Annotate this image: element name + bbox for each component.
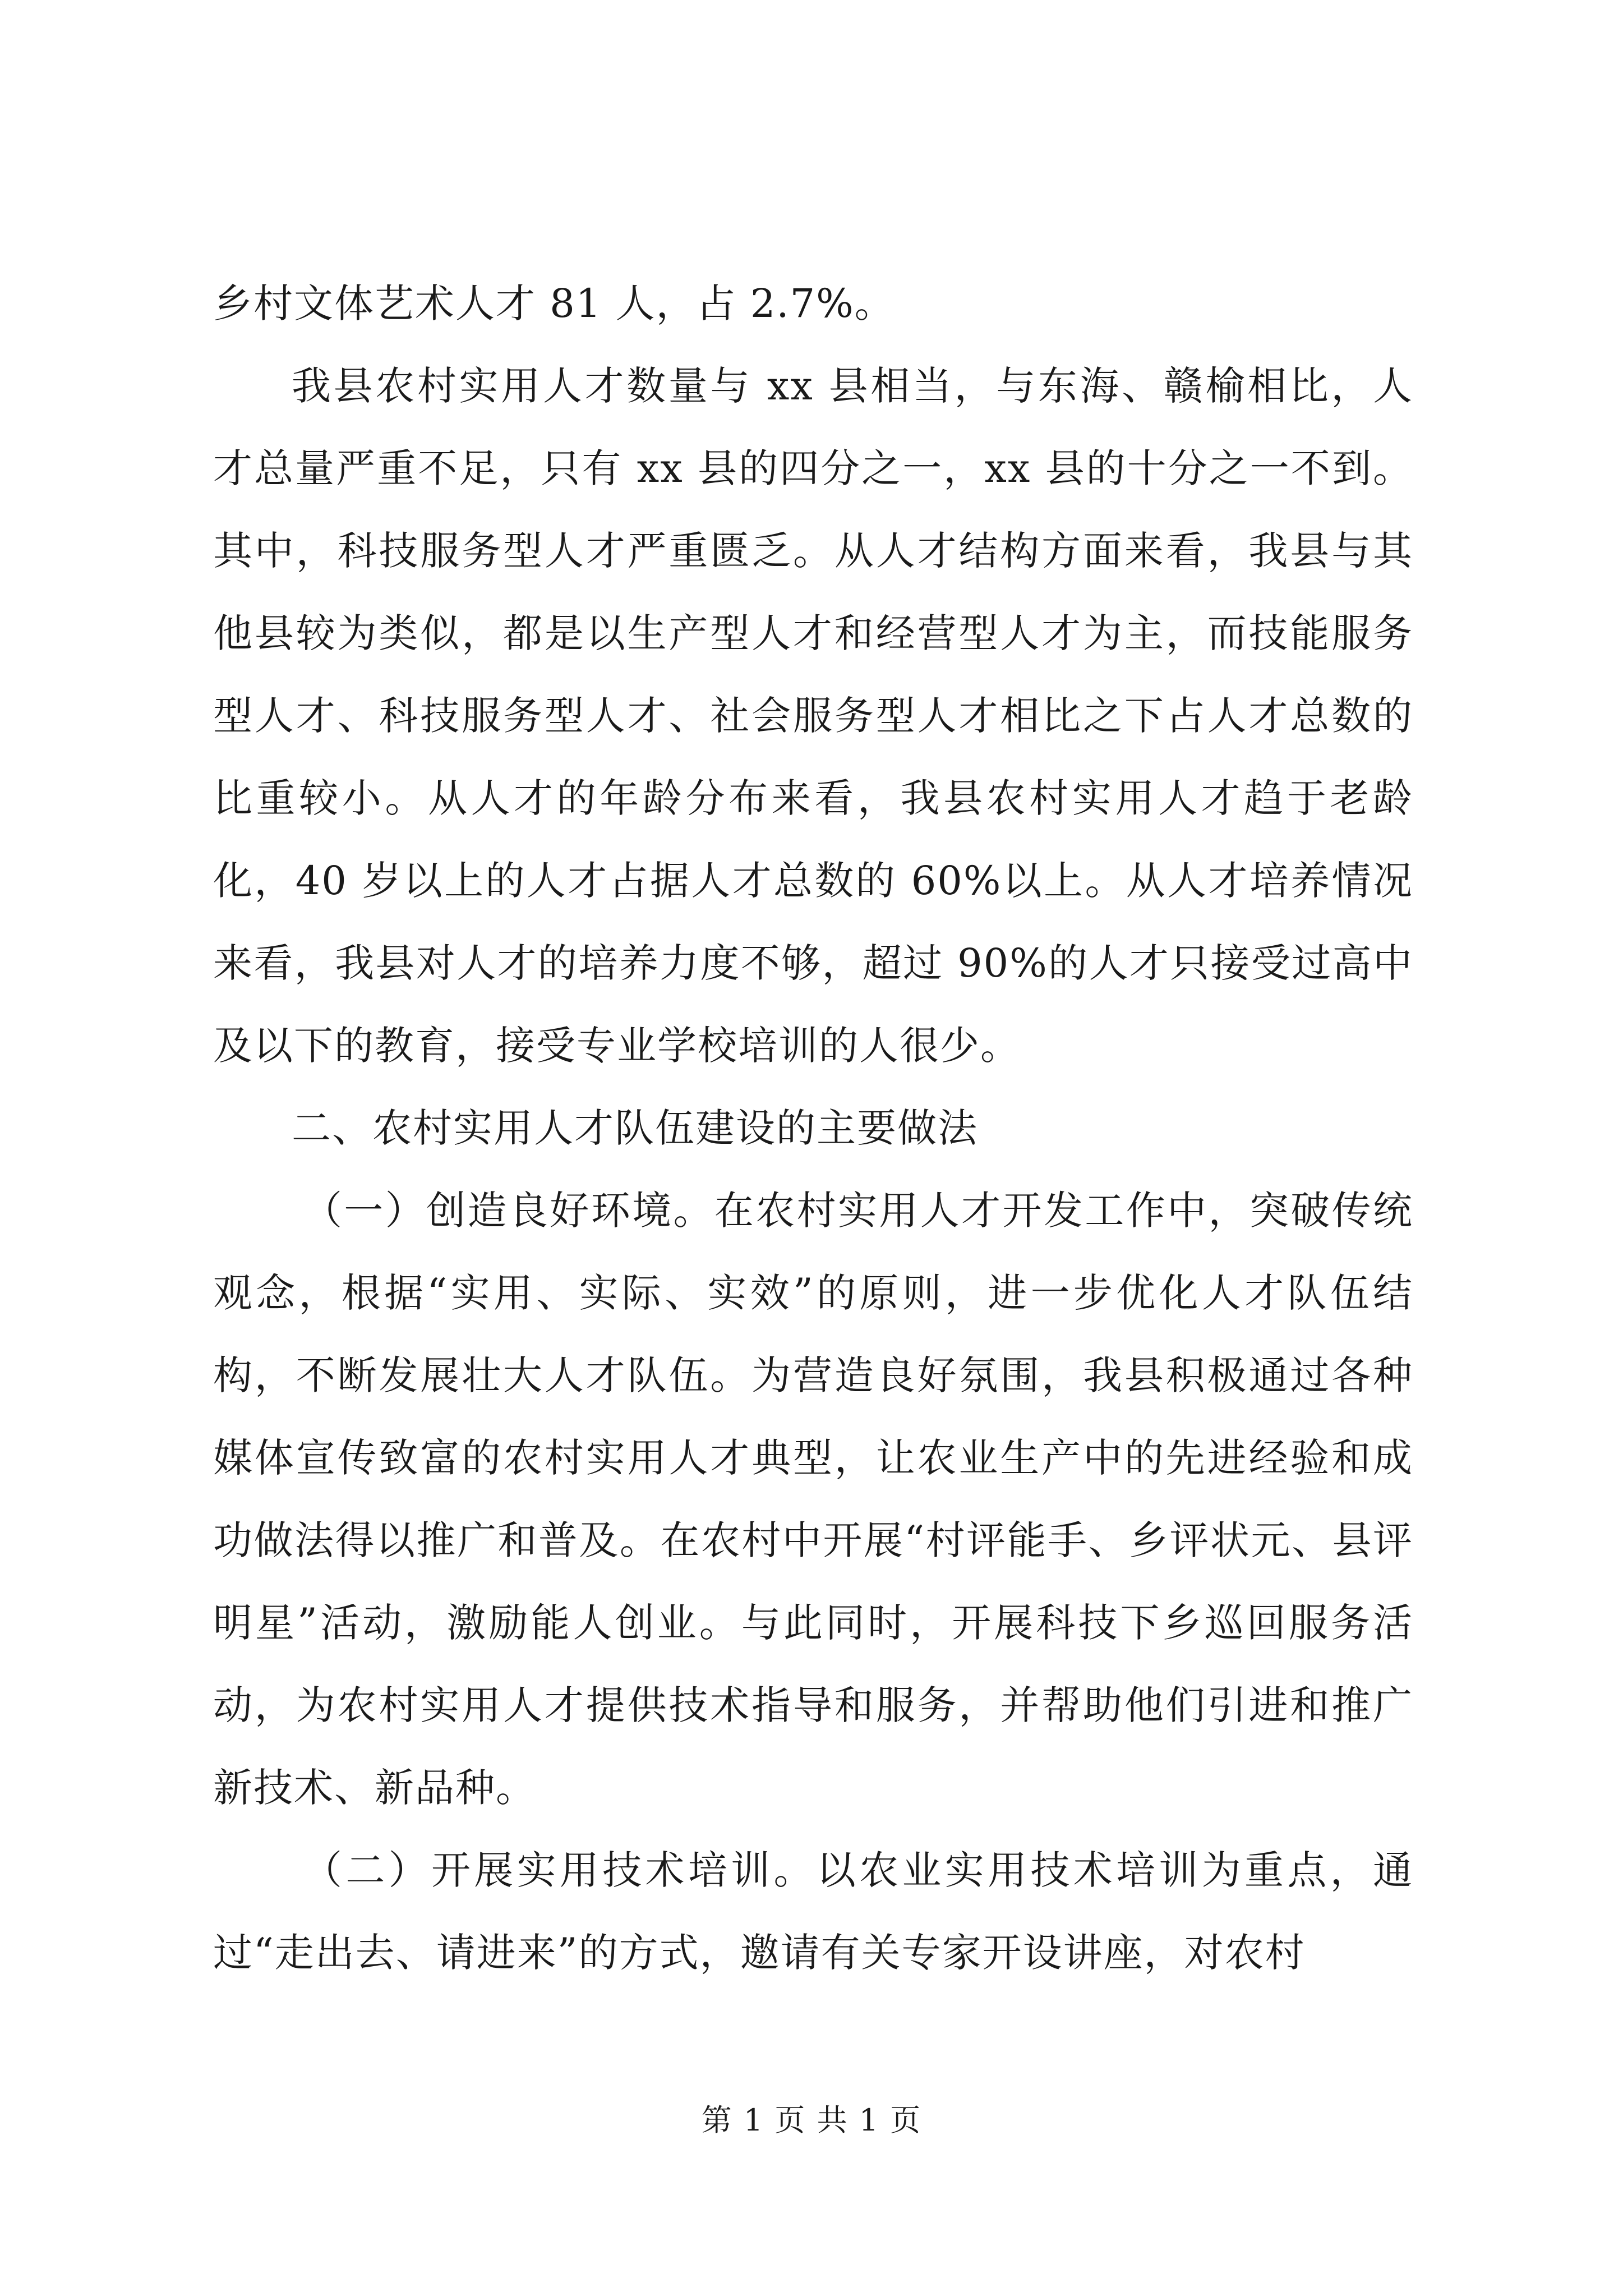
paragraph-training: （二）开展实用技术培训。以农业实用技术培训为重点，通过“走出去、请进来”的方式，邀请有关专家开设讲座，对农村 — [213, 1847, 1413, 1976]
document-body — [213, 263, 1413, 1994]
page-number-footer: 第 1 页 共 1 页 — [701, 2102, 922, 2138]
section-heading: 二、农村实用人才队伍建设的主要做法 — [292, 1105, 978, 1151]
paragraph-talent-analysis: 我县农村实用人才数量与 xx 县相当，与东海、赣榆相比，人才总量严重不足，只有 xx 县的四分之一，xx 县的十分之一不到。其中，科技服务型人才严重匮乏。从人才结构方面来看，我县与其他县较为类似，都是以生产型人才和经营型人才为主，而技能服务型人才、科技服务型人才、社会服务型人才相比之下占人才总数的比重较小。从人才的年龄分布来看，我县农村实用人才趋于老龄化，40 岁以上的人才占据人才总数的 60%以上。从人才培养情况来看，我县对人才的培养力度不够，超过 90%的人才只接受过高中及以下的教育，接受专业学校培训的人很少。 — [213, 363, 1413, 1069]
paragraph-environment: （一）创造良好环境。在农村实用人才开发工作中，突破传统观念，根据“实用、实际、实效”的原则，进一步优化人才队伍结构，不断发展壮大人才队伍。为营造良好氛围，我县积极通过各种媒体宣传致富的农村实用人才典型，让农业生产中的先进经验和成功做法得以推广和普及。在农村中开展“村评能手、乡评状元、县评明星”活动，激励能人创业。与此同时，开展科技下乡巡回服务活动，为农村实用人才提供技术指导和服务，并帮助他们引进和推广新技术、新品种。 — [213, 1188, 1413, 1811]
paragraph-continuation: 乡村文体艺术人才 81 人，占 2.7%。 — [213, 280, 895, 326]
